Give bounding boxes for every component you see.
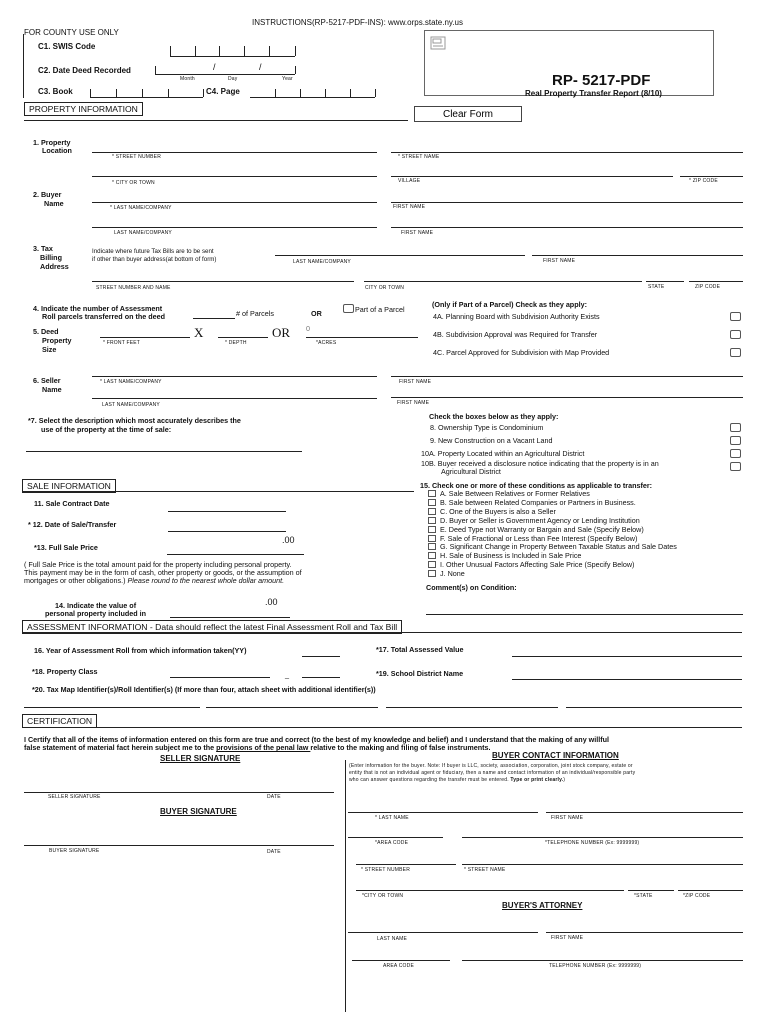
sale-section-rule — [22, 491, 414, 492]
q10b-label: 10B. Buyer received a disclosure notice indicating that the property is in an — [421, 459, 659, 468]
acres-value[interactable]: 0 — [306, 324, 310, 333]
buyers-attorney-heading: BUYER'S ATTORNEY — [502, 901, 583, 910]
personal-property-field[interactable] — [170, 617, 290, 618]
buyer2-last-name-field[interactable] — [92, 227, 377, 228]
month-label: Month — [180, 76, 195, 82]
q4-label-2: Roll parcels transferred on the deed — [42, 312, 166, 321]
tax-city-label: CITY OR TOWN — [365, 285, 405, 291]
book-tick — [168, 89, 169, 97]
q16-label: 16. Year of Assessment Roll from which information taken(YY) — [34, 646, 247, 655]
condition-label: I. Other Unusual Factors Affecting Sale Price (Specify Below) — [440, 560, 635, 570]
seller-date-label: DATE — [267, 794, 281, 800]
q4a-checkbox[interactable] — [730, 312, 741, 321]
tax-map-id-2-field[interactable] — [206, 707, 378, 708]
year-label: Year — [282, 76, 293, 82]
buyer2-first-name-field[interactable] — [391, 227, 743, 228]
q4a-label: 4A. Planning Board with Subdivision Authority Exists — [433, 312, 600, 321]
swis-tick — [269, 46, 270, 56]
contact-area-code-label: *AREA CODE — [375, 840, 409, 846]
condition-checkbox[interactable] — [428, 552, 436, 559]
swis-tick — [295, 46, 296, 56]
contact-phone-label: *TELEPHONE NUMBER (Ex: 9999999) — [545, 840, 640, 846]
seller-signature-label: SELLER SIGNATURE — [48, 794, 101, 800]
tax-street-field[interactable] — [92, 281, 354, 282]
page-field[interactable] — [250, 97, 375, 98]
street-name-label: * STREET NAME — [398, 154, 440, 160]
property-information-header: PROPERTY INFORMATION — [24, 102, 143, 116]
seller2-last-name-label: LAST NAME/COMPANY — [102, 402, 160, 408]
tax-billing-note-2: if other than buyer address(at bottom of form) — [92, 256, 217, 263]
q6-label: 6. Seller — [33, 376, 61, 385]
buyer-first-name-label: FIRST NAME — [393, 204, 426, 210]
buyer-signature-label: BUYER SIGNATURE — [49, 848, 100, 854]
check-boxes-note: Check the boxes below as they apply: — [429, 412, 559, 421]
buyer-first-name-field[interactable] — [391, 202, 743, 203]
q2-label: 2. Buyer — [33, 190, 62, 199]
q4-or: OR — [311, 309, 322, 318]
q5-label: 5. Deed — [33, 327, 59, 336]
school-district-field[interactable] — [512, 679, 742, 680]
tax-first-name-label: FIRST NAME — [543, 258, 576, 264]
q7-label: *7. Select the description which most accurately describes the — [28, 416, 241, 425]
condition-label: F. Sale of Fractional or Less than Fee Interest (Specify Below) — [440, 533, 638, 543]
page-tick — [350, 89, 351, 97]
q3-label-3: Address — [40, 262, 69, 271]
contact-street-name-label: * STREET NAME — [464, 867, 506, 873]
q4c-label: 4C. Parcel Approved for Subdivision with Map Provided — [433, 348, 610, 357]
q18-label: *18. Property Class — [32, 667, 98, 676]
acres-field[interactable] — [306, 337, 418, 338]
seller2-first-name-field[interactable] — [391, 397, 743, 398]
seller-first-name-field[interactable] — [391, 376, 743, 377]
property-class-suffix-field[interactable] — [302, 677, 340, 678]
part-of-parcel-checkbox[interactable] — [343, 304, 354, 313]
swis-code-label: C1. SWIS Code — [38, 42, 96, 51]
q3-label: 3. Tax — [33, 244, 53, 253]
sale-price-note-3 — [24, 576, 284, 585]
tax-state-label: STATE — [648, 284, 665, 290]
condition-label: E. Deed Type not Warranty or Bargain and Sale (Specify Below) — [440, 524, 644, 534]
page-tick — [300, 89, 301, 97]
buyer-signature-heading: BUYER SIGNATURE — [160, 807, 237, 816]
page-tick — [375, 89, 376, 97]
attorney-last-name-field[interactable] — [348, 932, 538, 933]
q5-label-3: Size — [42, 345, 57, 354]
personal-property-cents: .00 — [265, 597, 278, 607]
buyer-contact-note-2: entity that is not an individual agent or fiduciary, then a name and contact information of an individual/responsible party — [349, 770, 636, 776]
sale-information-header: SALE INFORMATION — [22, 479, 116, 493]
condition-label: G. Significant Change in Property Between Taxable Status and Sale Dates — [440, 542, 677, 552]
sale-transfer-date-field[interactable] — [168, 531, 286, 532]
certification-section-rule — [22, 727, 742, 728]
book-tick — [116, 89, 117, 97]
seller-last-name-label: * LAST NAME/COMPANY — [100, 379, 162, 385]
acres-label: *ACRES — [316, 340, 337, 346]
times-symbol: X — [194, 325, 204, 340]
buyer2-last-name-label: LAST NAME/COMPANY — [114, 230, 172, 236]
swis-tick — [219, 46, 220, 56]
book-tick — [203, 89, 204, 97]
parcels-field[interactable] — [193, 318, 235, 319]
q11-label: 11. Sale Contract Date — [34, 499, 110, 508]
clear-form-button[interactable]: Clear Form — [414, 106, 522, 122]
condition-checkbox[interactable] — [428, 508, 436, 515]
total-assessed-value-field[interactable] — [512, 656, 742, 657]
type-print-clearly: Type or print clearly. — [510, 777, 564, 783]
attorney-first-name-field[interactable] — [546, 932, 743, 933]
condition-label: C. One of the Buyers is also a Seller — [440, 506, 556, 516]
q5-label-2: Property — [42, 336, 72, 345]
comments-label: Comment(s) on Condition: — [426, 583, 517, 592]
assessment-information-header: ASSESSMENT INFORMATION - Data should reflect the latest Final Assessment Roll and Tax Bill — [22, 620, 402, 634]
zip-label: * ZIP CODE — [689, 178, 718, 184]
sale-contract-date-field[interactable] — [168, 511, 286, 512]
depth-field[interactable] — [218, 337, 268, 338]
sale-price-cents: .00 — [282, 535, 295, 545]
street-number-label: * STREET NUMBER — [112, 154, 162, 160]
book-label: C3. Book — [38, 87, 73, 96]
buyer-contact-heading: BUYER CONTACT INFORMATION — [492, 751, 619, 760]
q15-label: 15. Check one or more of these conditions as applicable to transfer: — [420, 481, 653, 490]
tax-billing-note-1: Indicate where future Tax Bills are to be sent — [92, 248, 214, 255]
tax-street-label: STREET NUMBER AND NAME — [96, 285, 171, 291]
q1-label: 1. Property — [33, 138, 71, 147]
certification-text-1: I Certify that all of the items of information entered on this form are true and correct (to the best of my knowledge and belief) and I understand that the making of any willful — [24, 735, 610, 744]
seller2-first-name-label: FIRST NAME — [397, 400, 430, 406]
front-feet-field[interactable] — [100, 337, 190, 338]
contact-zip-field[interactable] — [678, 890, 743, 891]
q20-label: *20. Tax Map Identifier(s)/Roll Identifier(s) (If more than four, attach sheet with additional identifier(s)) — [32, 685, 376, 694]
buyer-signature-field[interactable] — [24, 845, 334, 846]
q9-checkbox[interactable] — [730, 436, 741, 445]
q4b-label: 4B. Subdivision Approval was Required for Transfer — [433, 330, 598, 339]
condition-checkbox[interactable] — [428, 543, 436, 550]
buyer-date-label: DATE — [267, 849, 281, 855]
q8-label: 8. Ownership Type is Condominium — [430, 423, 544, 432]
buyer-last-name-field[interactable] — [92, 202, 377, 203]
q1-label-2: Location — [42, 146, 72, 155]
swis-code-field[interactable] — [170, 56, 295, 57]
condition-label: H. Sale of Business is Included in Sale Price — [440, 551, 582, 561]
condition-checkbox[interactable] — [428, 517, 436, 524]
contact-street-number-field[interactable] — [356, 864, 456, 865]
q9-label: 9. New Construction on a Vacant Land — [430, 436, 553, 445]
buyer-contact-note-1: (Enter information for the buyer. Note: If buyer is LLC, society, association, corporation, joint stock company, estate or — [349, 763, 633, 769]
date-recorded-label: C2. Date Deed Recorded — [38, 66, 131, 75]
q4-label: 4. Indicate the number of Assessment — [33, 304, 163, 313]
q17-label: *17. Total Assessed Value — [376, 645, 464, 654]
condition-label: A. Sale Between Relatives or Former Relatives — [440, 489, 590, 498]
sale-price-note-3a: mortgages or other obligations.) — [24, 576, 128, 585]
street-name-field[interactable] — [391, 152, 743, 153]
contact-street-number-label: * STREET NUMBER — [361, 867, 411, 873]
street-number-field[interactable] — [92, 152, 377, 153]
q13-label: *13. Full Sale Price — [34, 543, 98, 552]
comments-field[interactable] — [426, 614, 743, 615]
attorney-phone-label: TELEPHONE NUMBER (Ex: 9999999) — [549, 963, 642, 969]
attorney-first-name-label: FIRST NAME — [551, 935, 584, 941]
contact-state-field[interactable] — [628, 890, 674, 891]
zip-field[interactable] — [680, 176, 743, 177]
front-feet-label: * FRONT FEET — [103, 340, 141, 346]
q6-label-2: Name — [42, 385, 62, 394]
date-slash: / — [213, 62, 216, 72]
property-class-dash: _ — [285, 670, 289, 679]
q10a-checkbox[interactable] — [730, 449, 741, 458]
date-tick — [295, 66, 296, 74]
tax-last-name-label: LAST NAME/COMPANY — [293, 259, 351, 265]
tax-map-id-4-field[interactable] — [566, 707, 742, 708]
condition-checkbox[interactable] — [428, 499, 436, 506]
attorney-last-name-label: LAST NAME — [377, 936, 408, 942]
sale-price-note-3b: Please round to the nearest whole dollar amount. — [127, 576, 285, 585]
depth-label: * DEPTH — [225, 340, 247, 346]
q7-label-2: use of the property at the time of sale: — [41, 425, 172, 434]
form-number: RP- 5217-PDF — [552, 72, 651, 89]
county-box-left-border — [23, 34, 24, 98]
buyer-contact-note-3c: ) — [563, 777, 566, 783]
village-label: VILLAGE — [398, 178, 421, 184]
swis-tick — [244, 46, 245, 56]
book-tick — [90, 89, 91, 97]
attorney-area-code-field[interactable] — [352, 960, 450, 961]
full-sale-price-field[interactable] — [167, 554, 304, 555]
q14-label: 14. Indicate the value of — [55, 601, 137, 610]
certification-text-2 — [24, 743, 491, 752]
book-field[interactable] — [90, 97, 203, 98]
contact-street-name-field[interactable] — [462, 864, 743, 865]
county-use-label: FOR COUNTY USE ONLY — [24, 28, 119, 37]
village-field[interactable] — [391, 176, 673, 177]
contact-city-field[interactable] — [356, 890, 624, 891]
q4b-checkbox[interactable] — [730, 330, 741, 339]
condition-checkbox[interactable] — [428, 535, 436, 542]
page-tick — [325, 89, 326, 97]
certification-text-2c: relative to the making and filing of false instruments. — [310, 743, 491, 752]
penal-law-text: provisions of the penal law — [216, 743, 311, 752]
q4-only-note: (Only if Part of a Parcel) Check as they apply: — [432, 300, 587, 309]
instructions-link[interactable]: INSTRUCTIONS(RP-5217-PDF-INS): www.orps.state.ny.us — [252, 18, 464, 27]
date-tick — [155, 66, 156, 74]
tax-last-name-field[interactable] — [275, 255, 525, 256]
contact-first-name-label: FIRST NAME — [551, 815, 584, 821]
buyer2-first-name-label: FIRST NAME — [401, 230, 434, 236]
buyer-contact-note-3a: who can answer questions regarding the transfer must be entered. — [349, 777, 511, 783]
q8-checkbox[interactable] — [730, 423, 741, 432]
contact-state-label: *STATE — [634, 893, 653, 899]
contact-zip-label: *ZIP CODE — [683, 893, 711, 899]
contact-first-name-field[interactable] — [546, 812, 743, 813]
date-recorded-field[interactable] — [155, 74, 295, 75]
book-tick — [142, 89, 143, 97]
city-field[interactable] — [92, 176, 377, 177]
tax-city-field[interactable] — [364, 281, 642, 282]
q12-label: * 12. Date of Sale/Transfer — [28, 520, 117, 529]
seller-last-name-field[interactable] — [92, 376, 377, 377]
property-use-field[interactable] — [26, 451, 302, 452]
tax-first-name-field[interactable] — [532, 255, 743, 256]
attorney-phone-field[interactable] — [462, 960, 743, 961]
q3-label-2: Billing — [40, 253, 62, 262]
certification-text-2a: false statement of material fact herein subject me to the — [24, 743, 217, 752]
property-class-field[interactable] — [170, 677, 270, 678]
tax-state-field[interactable] — [646, 281, 684, 282]
assessment-year-field[interactable] — [302, 656, 340, 657]
tax-map-id-3-field[interactable] — [386, 707, 558, 708]
contact-city-label: *CITY OR TOWN — [362, 893, 404, 899]
city-label: * CITY OR TOWN — [112, 180, 155, 186]
condition-label: D. Buyer or Seller is Government Agency or Lending Institution — [440, 515, 640, 525]
property-section-rule — [24, 120, 408, 121]
form-title: Real Property Transfer Report (8/10) — [525, 89, 662, 98]
q19-label: *19. School District Name — [376, 669, 464, 678]
q10b-label-2: Agricultural District — [441, 467, 501, 476]
page-tick — [275, 89, 276, 97]
q10a-label: 10A. Property Located within an Agricultural District — [421, 449, 585, 458]
assessment-section-rule — [22, 632, 742, 633]
condition-checkbox[interactable] — [428, 561, 436, 568]
date-slash: / — [259, 62, 262, 72]
contact-last-name-label: * LAST NAME — [375, 815, 409, 821]
document-icon — [430, 36, 446, 50]
sale-price-note-1: ( Full Sale Price is the total amount paid for the property including personal property. — [24, 560, 292, 569]
seller2-last-name-field[interactable] — [92, 398, 377, 399]
attorney-area-code-label: AREA CODE — [383, 963, 414, 969]
condition-label: J. None — [440, 569, 465, 579]
swis-tick — [170, 46, 171, 56]
condition-checkbox[interactable] — [428, 526, 436, 533]
q4c-checkbox[interactable] — [730, 348, 741, 357]
sale-price-note-2: This payment may be in the form of cash, other property or goods, or the assumption of — [24, 568, 302, 577]
seller-first-name-label: FIRST NAME — [399, 379, 432, 385]
q5-or: OR — [272, 325, 291, 340]
condition-label: B. Sale between Related Companies or Partners in Business. — [440, 497, 636, 507]
condition-checkbox[interactable] — [428, 490, 436, 497]
certification-header: CERTIFICATION — [22, 714, 97, 728]
seller-signature-field[interactable] — [24, 792, 334, 793]
tax-zip-label: ZIP CODE — [695, 284, 721, 290]
page-label: C4. Page — [206, 87, 240, 96]
contact-area-code-field[interactable] — [348, 837, 443, 838]
contact-divider — [345, 760, 346, 1012]
day-label: Day — [228, 76, 238, 82]
q10b-checkbox[interactable] — [730, 462, 741, 471]
buyer-contact-note-3 — [349, 777, 565, 783]
tax-map-id-1-field[interactable] — [24, 707, 200, 708]
tax-zip-field[interactable] — [689, 281, 743, 282]
condition-checkbox[interactable] — [428, 570, 436, 577]
contact-last-name-field[interactable] — [348, 812, 538, 813]
swis-tick — [195, 46, 196, 56]
parcels-label: # of Parcels — [236, 309, 274, 318]
contact-phone-field[interactable] — [462, 837, 743, 838]
part-of-parcel-label: Part of a Parcel — [355, 305, 405, 314]
buyer-last-name-label: * LAST NAME/COMPANY — [110, 205, 172, 211]
q2-label-2: Name — [44, 199, 64, 208]
seller-signature-heading: SELLER SIGNATURE — [160, 754, 241, 763]
q14-label-2: personal property included in — [45, 609, 147, 618]
